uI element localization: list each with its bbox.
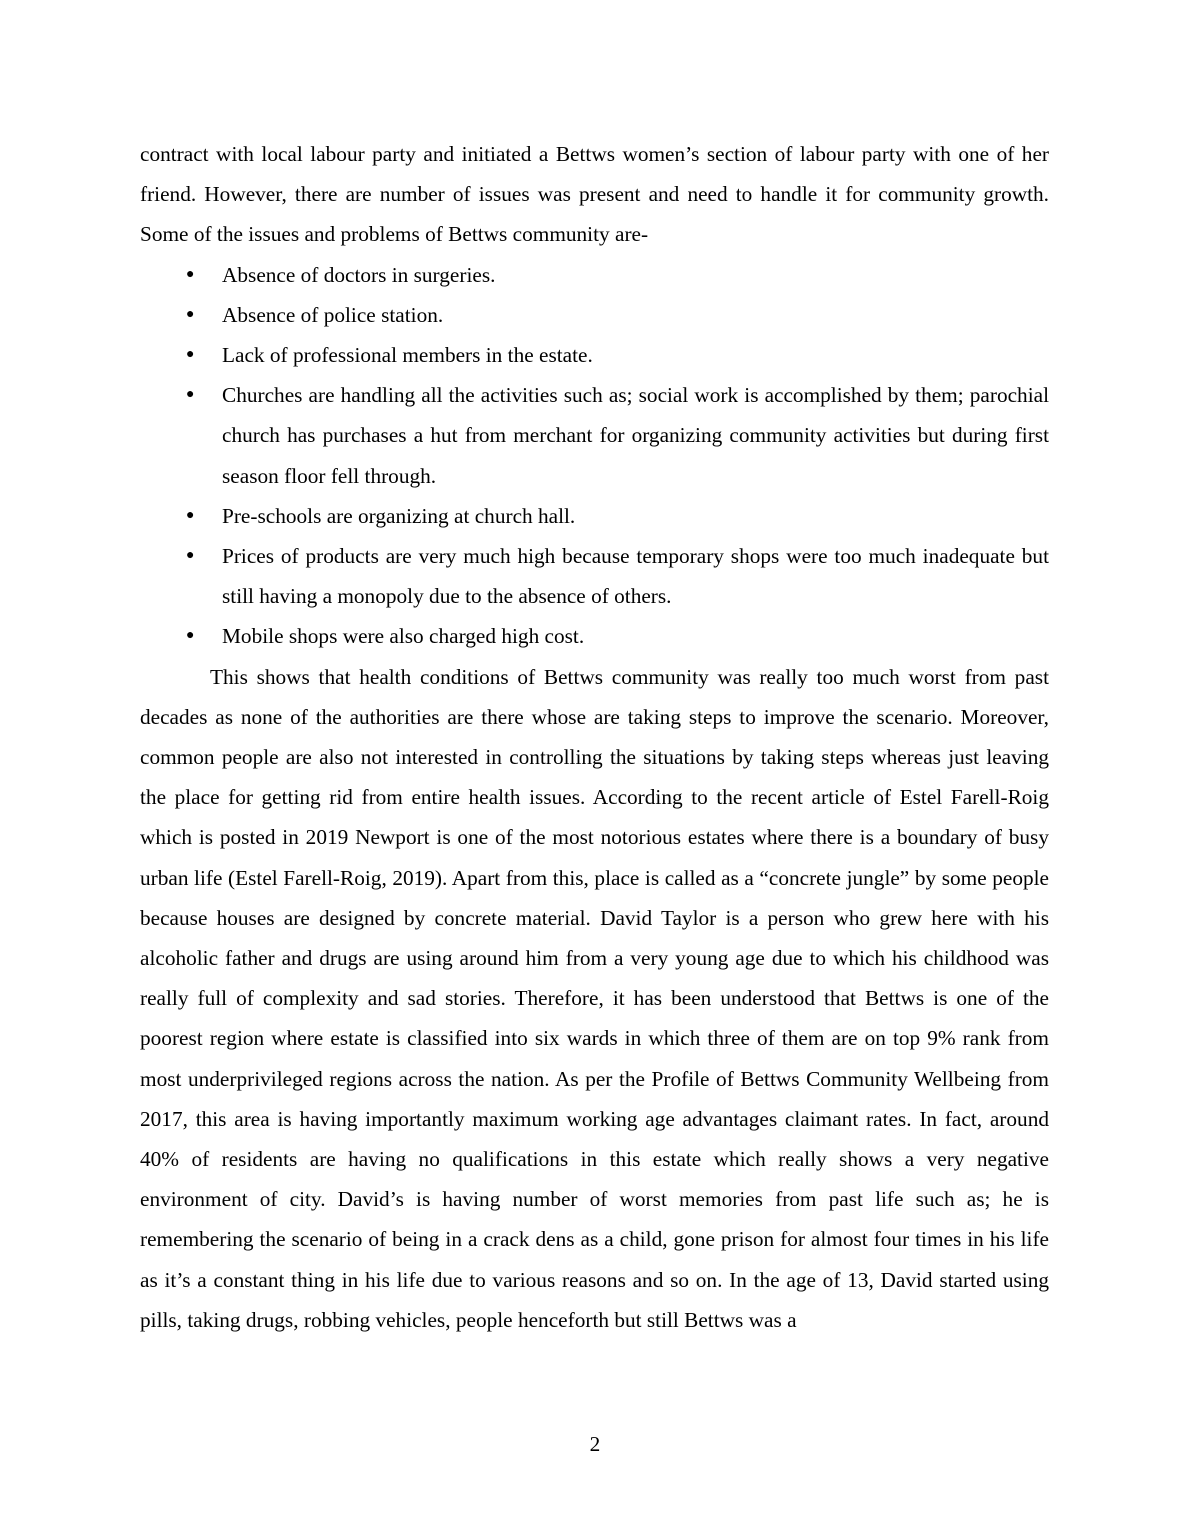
list-item — [140, 255, 1049, 295]
bullet-icon: ● — [186, 548, 195, 564]
list-item — [140, 295, 1049, 335]
list-item — [140, 616, 1049, 656]
intro-paragraph: contract with local labour party and initiated a Bettws women’s section of labour party with one of her friend. However, there are number of issues was present and need to handle it for community growth. Some of the issues and problems of Bettws community are- — [140, 142, 1049, 247]
list-item-text: Prices of products are very much high because temporary shops were too much inadequate but still having a monopoly due to the absence of others. — [222, 544, 1049, 609]
list-item-text: Lack of professional members in the estate. — [222, 343, 593, 368]
bullet-icon: ● — [186, 628, 195, 644]
page-number: 2 — [589, 1432, 601, 1456]
list-item-text: Churches are handling all the activities such as; social work is accomplished by them; parochial church has purchases a hut from merchant for organizing community activities but during first season floor fell through. — [222, 383, 1049, 488]
list-item — [140, 375, 1049, 496]
list-item-text: Absence of doctors in surgeries. — [222, 262, 496, 287]
bullet-icon: ● — [186, 387, 195, 403]
list-item-text: Absence of police station. — [222, 302, 444, 327]
body-paragraph: This shows that health conditions of Bettws community was really too much worst from past decades as none of the authorities are there whose are taking steps to improve the scenario. Moreover, common people are also not interested in controlling the situations by taking steps whereas just leaving the place for getting rid from entire health issues. According to the recent article of Estel Farell-Roig which is posted in 2019 Newport is one of the most notorious estates where there is a boundary of busy urban life (Estel Farell-Roig, 2019). Apart from this, place is called as a “concrete jungle” by some people because houses are designed by concrete material. David Taylor is a person who grew here with his alcoholic father and drugs are using around him from a very young age due to which his childhood was really full of complexity and sad stories. Therefore, it has been understood that Bettws is one of the poorest region where estate is classified into six wards in which three of them are on top 9% rank from most underprivileged regions across the nation. As per the Profile of Bettws Community Wellbeing from 2017, this area is having importantly maximum working age advantages claimant rates. In fact, around 40% of residents are having no qualifications in this estate which really shows a very negative environment of city. David’s is having number of worst memories from past life such as; he is remembering the scenario of being in a crack dens as a child, gone prison for almost four times in his life as it’s a constant thing in his life due to various reasons and so on. In the age of 13, David started using pills, taking drugs, robbing vehicles, people henceforth but still Bettws was a — [140, 664, 1049, 1332]
issues-list — [140, 255, 1049, 657]
list-item-text: Pre-schools are organizing at church hall. — [222, 503, 576, 528]
bullet-icon: ● — [186, 266, 195, 282]
list-item-text: Mobile shops were also charged high cost. — [222, 624, 585, 649]
list-item — [140, 536, 1049, 616]
bullet-icon: ● — [186, 306, 195, 322]
list-item — [140, 335, 1049, 375]
document-page — [140, 134, 1049, 1340]
list-item — [140, 496, 1049, 536]
bullet-icon: ● — [186, 347, 195, 363]
bullet-icon: ● — [186, 507, 195, 523]
